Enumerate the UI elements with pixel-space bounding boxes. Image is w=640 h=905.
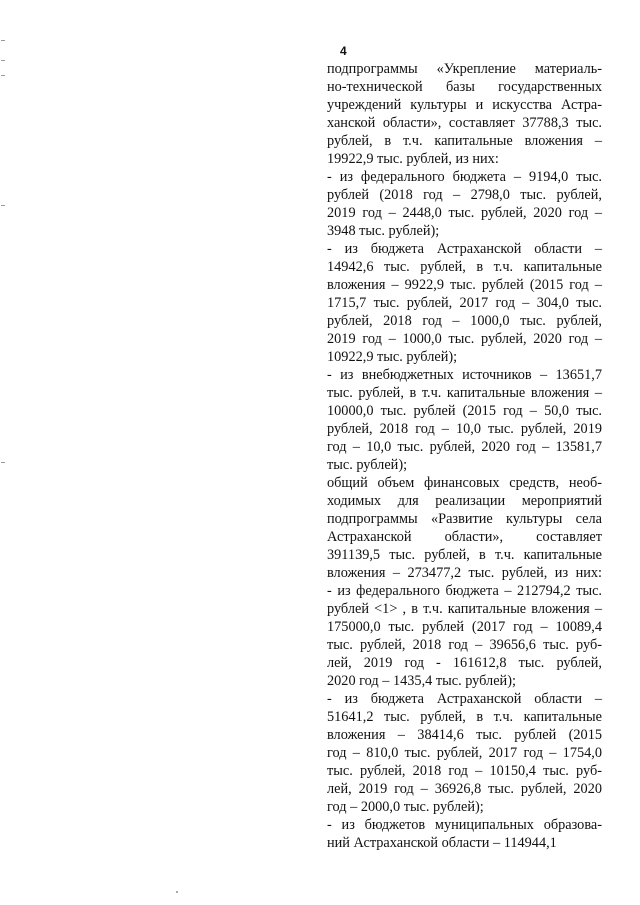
text-line: тыс. рублей, 2018 год – 39656,6 тыс. руб-	[327, 637, 602, 653]
text-line: 391139,5 тыс. рублей, в т.ч. капитальные	[327, 547, 602, 563]
text-line: лей, 2019 год – 36926,8 тыс. рублей, 2020	[327, 781, 602, 797]
text-line: рублей (2018 год – 2798,0 тыс. рублей,	[327, 187, 602, 203]
text-line: - из внебюджетных источников – 13651,7	[327, 367, 602, 383]
text-line: ходимых для реализации мероприятий	[327, 493, 602, 509]
text-line: 19922,9 тыс. рублей, из них:	[327, 151, 499, 167]
text-line: тыс. рублей, 2018 год – 10150,4 тыс. руб-	[327, 763, 602, 779]
text-line: 51641,2 тыс. рублей, в т.ч. капитальные	[327, 709, 602, 725]
text-line: 10922,9 тыс. рублей);	[327, 349, 458, 365]
text-line: рублей, 2018 год – 1000,0 тыс. рублей,	[327, 313, 602, 329]
text-line: 1715,7 тыс. рублей, 2017 год – 304,0 тыс.	[327, 295, 602, 311]
text-line: подпрограммы «Развитие культуры села	[327, 511, 602, 527]
scan-dot	[176, 891, 178, 893]
text-line: вложения – 38414,6 тыс. рублей (2015	[327, 727, 602, 743]
text-line: год – 810,0 тыс. рублей, 2017 год – 1754,0	[327, 745, 602, 761]
text-line: общий объем финансовых средств, необ-	[327, 475, 602, 491]
text-line: 2019 год – 1000,0 тыс. рублей, 2020 год –	[327, 331, 602, 347]
text-line: - из бюджета Астраханской области –	[327, 691, 602, 707]
margin-mark	[1, 60, 5, 61]
text-line: ний Астраханской области – 114944,1	[327, 835, 557, 851]
text-line: 3948 тыс. рублей);	[327, 223, 440, 239]
text-line: вложения – 273477,2 тыс. рублей, из них:	[327, 565, 602, 581]
text-line: год – 10,0 тыс. рублей, 2020 год – 13581,7	[327, 439, 602, 455]
margin-mark	[1, 75, 5, 76]
text-line: 175000,0 тыс. рублей (2017 год – 10089,4	[327, 619, 602, 635]
text-line: тыс. рублей, в т.ч. капитальные вложения –	[327, 385, 602, 401]
text-line: Астраханской области», составляет	[327, 529, 602, 545]
text-line: вложения – 9922,9 тыс. рублей (2015 год –	[327, 277, 602, 293]
text-line: 2020 год – 1435,4 тыс. рублей);	[327, 673, 516, 689]
text-line: - из федерального бюджета – 212794,2 тыс.	[327, 583, 602, 599]
body-text	[327, 60, 602, 852]
text-line: 10000,0 тыс. рублей (2015 год – 50,0 тыс.	[327, 403, 602, 419]
margin-mark	[1, 462, 5, 463]
text-line: 14942,6 тыс. рублей, в т.ч. капитальные	[327, 259, 602, 275]
text-line: год – 2000,0 тыс. рублей);	[327, 799, 484, 815]
margin-mark	[1, 205, 5, 206]
text-line: рублей, 2018 год – 10,0 тыс. рублей, 2019	[327, 421, 602, 437]
margin-mark	[1, 40, 5, 41]
text-line: ханской области», составляет 37788,3 тыс.	[327, 115, 602, 131]
text-line: но-технической базы государственных	[327, 79, 602, 95]
text-line: - из бюджетов муниципальных образова-	[327, 817, 602, 833]
text-line: учреждений культуры и искусства Астра-	[327, 97, 602, 113]
text-line: 2019 год – 2448,0 тыс. рублей, 2020 год –	[327, 205, 602, 221]
page-number: 4	[340, 44, 347, 58]
text-line: подпрограммы «Укрепление материаль-	[327, 61, 602, 77]
text-line: рублей <1> , в т.ч. капитальные вложения –	[327, 601, 602, 617]
text-line: рублей, в т.ч. капитальные вложения –	[327, 133, 602, 149]
text-line: лей, 2019 год - 161612,8 тыс. рублей,	[327, 655, 602, 671]
text-line: тыс. рублей);	[327, 457, 408, 473]
text-line: - из бюджета Астраханской области –	[327, 241, 602, 257]
text-line: - из федерального бюджета – 9194,0 тыс.	[327, 169, 602, 185]
